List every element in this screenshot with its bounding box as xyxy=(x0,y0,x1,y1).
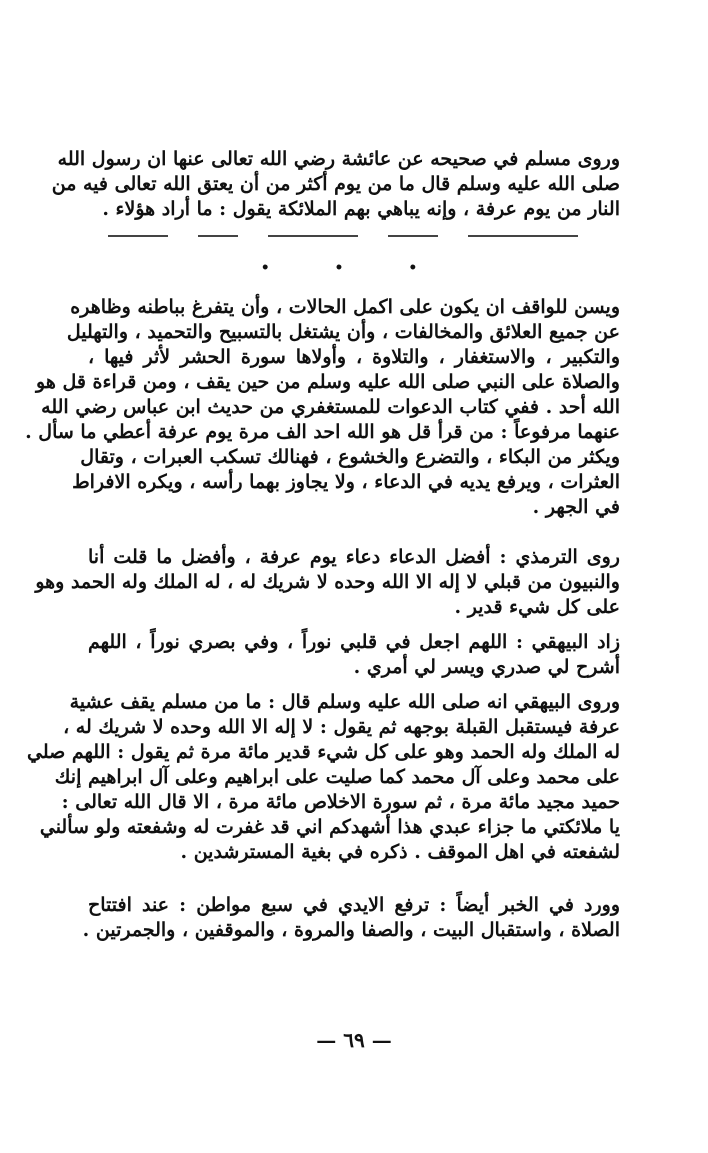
text-line: له الملك وله الحمد وهو على كل شيء قدير مائة مرة ثم يقول : اللهم صلي xyxy=(27,741,620,763)
text-line: ويكثر من البكاء ، والتضرع والخشوع ، فهنالك تسكب العبرات ، وتقال xyxy=(80,446,620,468)
text-line: صلى الله عليه وسلم قال ما من يوم أكثر من أن يعتق الله تعالى فيه من xyxy=(51,173,620,195)
paragraph-bayhaqi-addition xyxy=(88,630,620,680)
text-line: في الجهر . xyxy=(532,496,620,518)
text-line: وورد في الخبر أيضاً : ترفع الايدي في سبع مواطن : عند افتتاح xyxy=(88,894,620,916)
text-line: حميد مجيد مائة مرة ، ثم سورة الاخلاص مائة مرة ، الا قال الله تعالى : xyxy=(61,791,620,813)
text-line: عرفة فيستقبل القبلة بوجهه ثم يقول : لا إله الا الله وحده لا شريك له ، xyxy=(63,716,620,738)
text-line: ويسن للواقف ان يكون على اكمل الحالات ، وأن يتفرغ بباطنه وظاهره xyxy=(70,296,620,318)
paragraph-aisha-hadith xyxy=(51,147,620,222)
text-line: الصلاة ، واستقبال البيت ، والصفا والمروة ، والموقفين ، والجمرتين . xyxy=(82,919,620,941)
text-line: والتكبير ، والاستغفار ، والتلاوة ، وأولاها سورة الحشر لأثر فيها ، xyxy=(88,346,620,368)
text-line: النار من يوم عرفة ، وإنه يباهي بهم الملائكة يقول : ما أراد هؤلاء . xyxy=(102,198,620,220)
page-number: — ٦٩ — xyxy=(316,1028,392,1052)
paragraph-bayhaqi-narration xyxy=(27,690,620,865)
text-line: روى الترمذي : أفضل الدعاء دعاء يوم عرفة ، وأفضل ما قلت أنا xyxy=(88,546,620,568)
text-line: والنبيون من قبلي لا إله الا الله وحده لا شريك له ، له الملك وله الحمد وهو xyxy=(35,571,620,593)
paragraph-raising-hands xyxy=(82,893,620,943)
paragraph-tirmidhi xyxy=(35,545,620,620)
text-line: على محمد وعلى آل محمد كما صليت على ابراهيم وعلى آل ابراهيم إنك xyxy=(54,766,620,788)
paragraph-standing-etiquette xyxy=(25,295,620,520)
text-line: عن جميع العلائق والمخالفات ، وأن يشتغل بالتسبيح والتحميد ، والتهليل xyxy=(66,321,620,343)
section-separator: • • • xyxy=(260,260,448,276)
text-line: يا ملائكتي ما جزاء عبدي هذا أشهدكم اني قد غفرت له وشفعته ولو سألني xyxy=(39,816,620,838)
text-line: على كل شيء قدير . xyxy=(454,596,620,618)
text-line: زاد البيهقي : اللهم اجعل في قلبي نوراً ، وفي بصري نوراً ، اللهم xyxy=(88,631,620,653)
text-line: وروى مسلم في صحيحه عن عائشة رضي الله تعالى عنها ان رسول الله xyxy=(57,148,620,170)
text-line: لشفعته في اهل الموقف . ذكره في بغية المسترشدين . xyxy=(180,841,620,863)
text-line: عنهما مرفوعاً : من قرأ قل هو الله احد الف مرة يوم عرفة أعطي ما سأل . xyxy=(25,421,620,443)
scan-noise-line xyxy=(88,232,620,240)
text-line: وروى البيهقي انه صلى الله عليه وسلم قال : ما من مسلم يقف عشية xyxy=(69,691,620,713)
text-line: أشرح لي صدري ويسر لي أمري . xyxy=(353,656,620,678)
text-line: والصلاة على النبي صلى الله عليه وسلم من حين يقف ، ومن قراءة قل هو xyxy=(36,371,620,393)
text-line: العثرات ، ويرفع يديه في الدعاء ، ولا يجاوز بهما رأسه ، ويكره الافراط xyxy=(72,471,620,493)
text-line: الله أحد . ففي كتاب الدعوات للمستغفري من حديث ابن عباس رضي الله xyxy=(41,396,620,418)
